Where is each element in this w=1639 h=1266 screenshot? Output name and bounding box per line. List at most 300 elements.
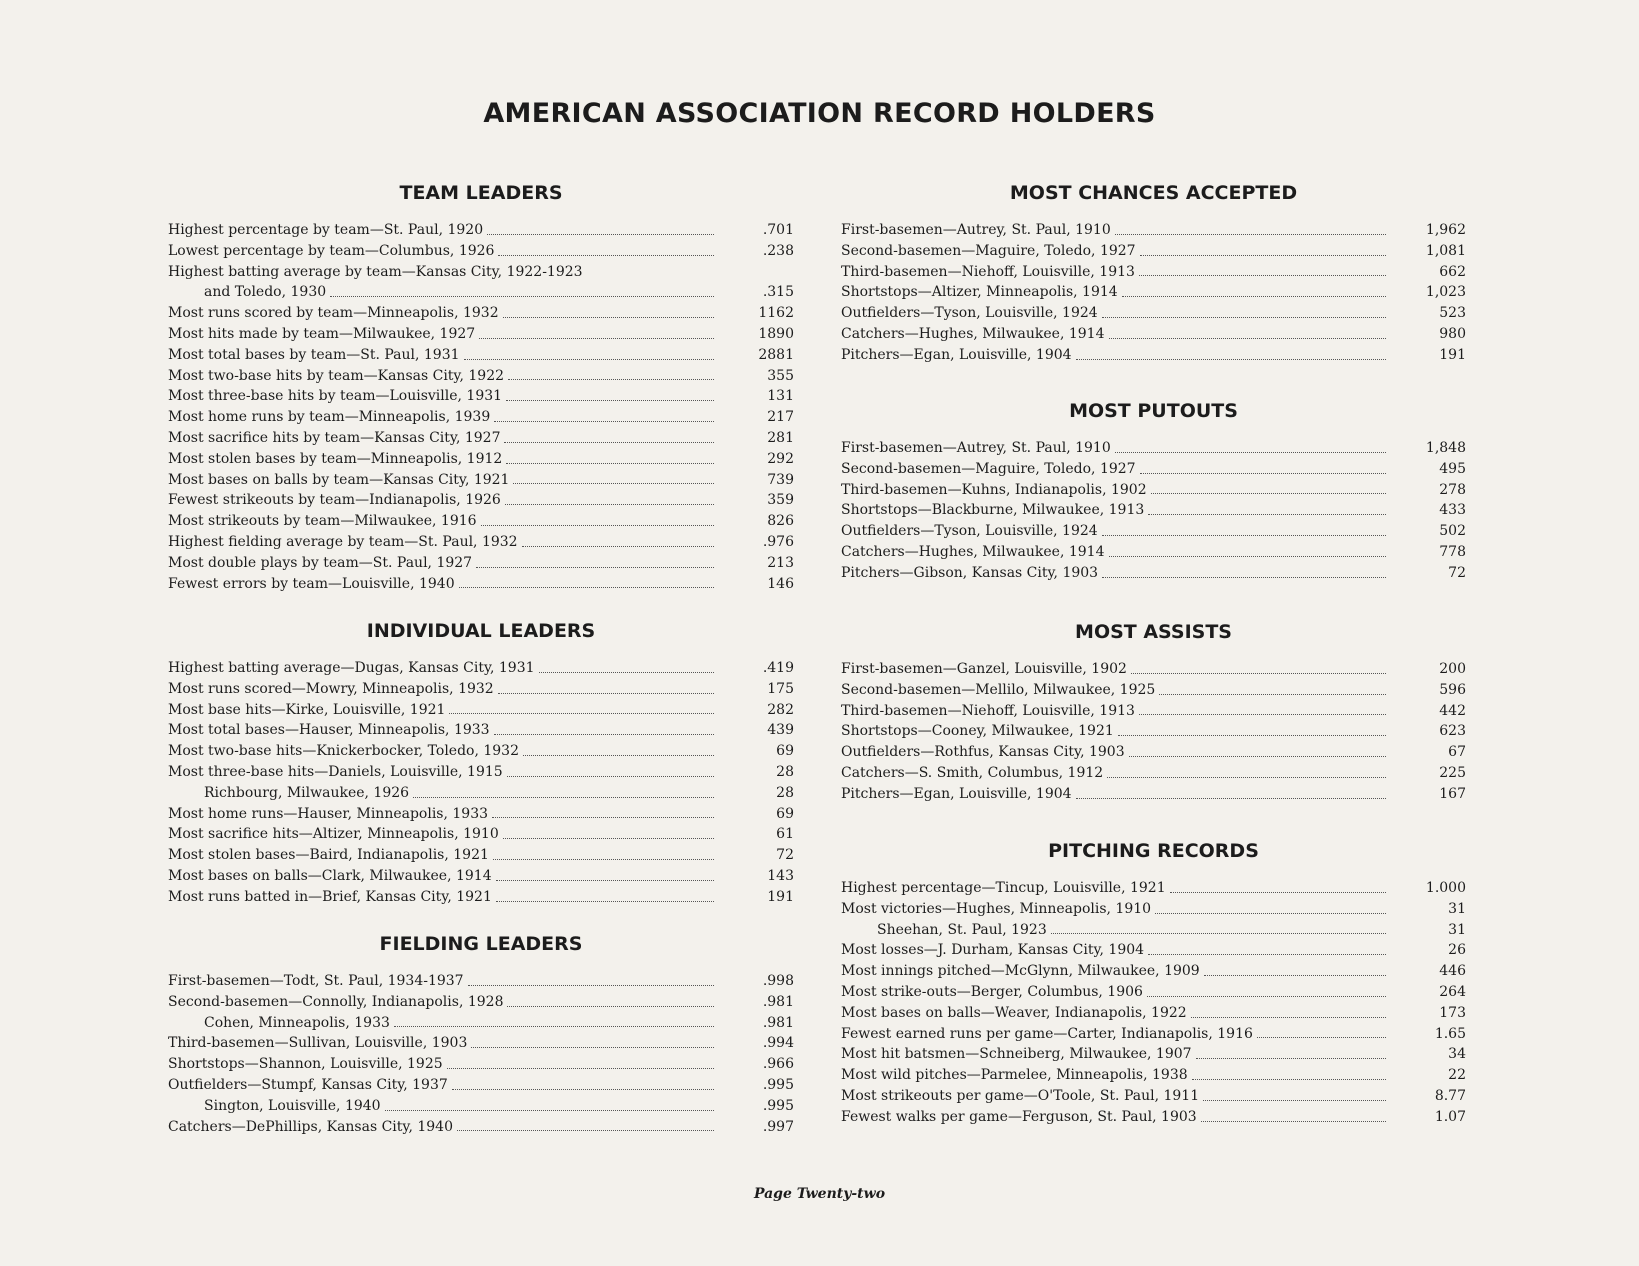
dotted-leader xyxy=(506,400,714,401)
record-value: 131 xyxy=(767,388,794,405)
dotted-leader xyxy=(505,504,714,505)
record-label: Highest batting average by team—Kansas City, 1922-1923 xyxy=(168,263,583,280)
team-leaders-section xyxy=(168,180,794,594)
record-row xyxy=(168,845,794,866)
record-value: 1,848 xyxy=(1425,440,1466,456)
individual-leaders-section xyxy=(168,618,794,908)
dotted-leader xyxy=(494,734,714,735)
dotted-leader xyxy=(459,587,714,588)
record-value: 2881 xyxy=(758,346,794,363)
record-value: 1162 xyxy=(758,305,794,322)
record-row xyxy=(168,532,794,553)
most-putouts-section xyxy=(841,398,1466,584)
record-value: 623 xyxy=(1439,723,1466,740)
record-row xyxy=(168,1096,794,1117)
dotted-leader xyxy=(449,713,714,714)
record-row xyxy=(841,763,1466,784)
record-label: Catchers—DePhillips, Kansas City, 1940 xyxy=(168,1118,453,1135)
fielding-leaders-rows xyxy=(168,971,794,1137)
record-label: Second-basemen—Connolly, Indianapolis, 1928 xyxy=(168,993,504,1010)
record-value: 446 xyxy=(1439,963,1466,980)
record-row xyxy=(841,241,1466,262)
record-label: Most home runs—Hauser, Minneapolis, 1933 xyxy=(168,805,489,822)
record-label: Most three-base hits by team—Louisville, 1931 xyxy=(168,388,503,405)
record-value: 72 xyxy=(1448,564,1466,581)
most-chances-accepted-section xyxy=(841,180,1466,366)
record-label: Third-basemen—Kuhns, Indianapolis, 1902 xyxy=(841,481,1147,498)
record-value: 143 xyxy=(767,867,794,884)
record-value: .981 xyxy=(762,1014,794,1031)
record-row xyxy=(841,742,1466,763)
record-label: Most total bases by team—St. Paul, 1931 xyxy=(168,346,460,363)
record-row xyxy=(168,658,794,679)
record-label: Third-basemen—Sullivan, Louisville, 1903 xyxy=(168,1035,468,1052)
record-label: Catchers—Hughes, Milwaukee, 1914 xyxy=(841,543,1105,560)
record-value: 217 xyxy=(767,409,794,426)
dotted-leader xyxy=(504,442,714,443)
record-label: Shortstops—Blackburne, Milwaukee, 1913 xyxy=(841,502,1145,519)
dotted-leader xyxy=(394,1026,714,1027)
record-value: 191 xyxy=(767,888,794,905)
record-value: .701 xyxy=(762,222,794,238)
dotted-leader xyxy=(1155,913,1386,914)
dotted-leader xyxy=(1107,777,1386,778)
record-label: Most runs batted in—Brief, Kansas City, 1921 xyxy=(168,888,492,905)
record-value: .238 xyxy=(762,242,794,259)
record-label: Most runs scored by team—Minneapolis, 1932 xyxy=(168,305,499,322)
dotted-leader xyxy=(471,1047,714,1048)
record-label: Outfielders—Tyson, Louisville, 1924 xyxy=(841,305,1098,322)
record-row xyxy=(841,262,1466,283)
record-row xyxy=(168,1013,794,1034)
record-label: Most bases on balls—Weaver, Indianapolis, 1922 xyxy=(841,1004,1187,1021)
record-row xyxy=(168,470,794,491)
dotted-leader xyxy=(1109,338,1387,339)
section-title: PITCHING RECORDS xyxy=(1048,840,1259,862)
record-value: .976 xyxy=(762,533,794,550)
record-label: Sington, Louisville, 1940 xyxy=(204,1097,381,1114)
dotted-leader xyxy=(523,755,714,756)
record-row xyxy=(841,1003,1466,1024)
dotted-leader xyxy=(457,1130,714,1131)
record-label: Shortstops—Altizer, Minneapolis, 1914 xyxy=(841,284,1118,301)
dotted-leader xyxy=(487,234,714,235)
record-row xyxy=(841,920,1466,941)
dotted-leader xyxy=(507,1006,714,1007)
record-row xyxy=(168,679,794,700)
record-row xyxy=(168,992,794,1013)
most-assists-rows xyxy=(841,659,1466,805)
dotted-leader xyxy=(522,546,714,547)
record-label: Fewest walks per game—Ferguson, St. Paul, 1903 xyxy=(841,1108,1197,1125)
record-label: Highest fielding average by team—St. Paul, 1932 xyxy=(168,533,518,550)
record-value: 264 xyxy=(1439,983,1466,1000)
dotted-leader xyxy=(498,255,714,256)
dotted-leader xyxy=(494,421,714,422)
dotted-leader xyxy=(1076,359,1386,360)
record-row xyxy=(841,521,1466,542)
record-row xyxy=(841,940,1466,961)
dotted-leader xyxy=(1139,275,1386,276)
record-label: Most bases on balls—Clark, Milwaukee, 1914 xyxy=(168,867,492,884)
record-value: .315 xyxy=(762,284,794,301)
record-value: 146 xyxy=(767,575,794,592)
record-row xyxy=(168,1117,794,1138)
record-value: 22 xyxy=(1448,1067,1466,1084)
dotted-leader xyxy=(1191,1017,1386,1018)
record-row xyxy=(168,720,794,741)
dotted-leader xyxy=(1196,1058,1386,1059)
record-row xyxy=(841,982,1466,1003)
dotted-leader xyxy=(447,1068,714,1069)
record-value: 739 xyxy=(767,471,794,488)
dotted-leader xyxy=(496,901,714,902)
record-value: 278 xyxy=(1439,481,1466,498)
record-label: Pitchers—Gibson, Kansas City, 1903 xyxy=(841,564,1099,581)
record-label: Second-basemen—Maguire, Toledo, 1927 xyxy=(841,242,1136,259)
record-label: Most stolen bases—Baird, Indianapolis, 1921 xyxy=(168,847,489,864)
dotted-leader xyxy=(513,483,714,484)
record-row xyxy=(168,449,794,470)
dotted-leader xyxy=(1192,1079,1386,1080)
dotted-leader xyxy=(1102,317,1386,318)
dotted-leader xyxy=(498,693,714,694)
record-value: 72 xyxy=(776,847,794,864)
record-label: Most double plays by team—St. Paul, 1927 xyxy=(168,554,473,571)
record-row xyxy=(168,553,794,574)
record-label: Most losses—J. Durham, Kansas City, 1904 xyxy=(841,942,1145,959)
record-label: Pitchers—Egan, Louisville, 1904 xyxy=(841,785,1072,802)
section-title: MOST PUTOUTS xyxy=(1069,400,1238,422)
dotted-leader xyxy=(479,338,714,339)
record-label: Lowest percentage by team—Columbus, 1926 xyxy=(168,242,495,259)
record-label: Sheehan, St. Paul, 1923 xyxy=(877,921,1047,938)
dotted-leader xyxy=(503,838,714,839)
page-title: AMERICAN ASSOCIATION RECORD HOLDERS xyxy=(483,98,1156,129)
record-row xyxy=(168,1033,794,1054)
record-label: Most base hits—Kirke, Louisville, 1921 xyxy=(168,701,446,718)
record-value: 61 xyxy=(776,826,794,843)
fielding-leaders-section xyxy=(168,931,794,1137)
record-row xyxy=(841,1044,1466,1065)
record-value: .995 xyxy=(762,1076,794,1093)
record-label: Most sacrifice hits by team—Kansas City, 1927 xyxy=(168,429,501,446)
dotted-leader xyxy=(476,567,714,568)
record-label: Fewest errors by team—Louisville, 1940 xyxy=(168,575,455,592)
record-value: 778 xyxy=(1439,543,1466,560)
dotted-leader xyxy=(507,776,714,777)
most-putouts-rows xyxy=(841,438,1466,584)
record-label: Highest batting average—Dugas, Kansas City, 1931 xyxy=(168,660,535,676)
dotted-leader xyxy=(508,379,714,380)
record-value: 8.77 xyxy=(1434,1087,1466,1104)
dotted-leader xyxy=(503,317,714,318)
dotted-leader xyxy=(1122,296,1386,297)
record-label: Catchers—Hughes, Milwaukee, 1914 xyxy=(841,325,1105,342)
record-label: Most strikeouts per game—O'Toole, St. Paul, 1911 xyxy=(841,1087,1200,1104)
dotted-leader xyxy=(1148,514,1386,515)
dotted-leader xyxy=(1204,975,1386,976)
record-label: Shortstops—Shannon, Louisville, 1925 xyxy=(168,1056,443,1073)
dotted-leader xyxy=(464,359,714,360)
record-row xyxy=(841,784,1466,805)
record-value: 31 xyxy=(1448,921,1466,938)
dotted-leader xyxy=(1147,996,1386,997)
dotted-leader xyxy=(506,463,714,464)
pitching-records-rows xyxy=(841,878,1466,1128)
record-row xyxy=(841,459,1466,480)
record-value: 502 xyxy=(1439,523,1466,540)
section-title: TEAM LEADERS xyxy=(399,182,563,204)
record-value: 1,023 xyxy=(1425,284,1466,301)
record-label: Most total bases—Hauser, Minneapolis, 1933 xyxy=(168,722,490,739)
dotted-leader xyxy=(1139,714,1386,715)
record-label: Most hits made by team—Milwaukee, 1927 xyxy=(168,325,476,342)
record-label: Catchers—S. Smith, Columbus, 1912 xyxy=(841,764,1104,781)
record-row xyxy=(168,762,794,783)
record-value: 523 xyxy=(1439,305,1466,322)
record-value: 200 xyxy=(1439,661,1466,677)
record-value: 281 xyxy=(767,429,794,446)
record-row xyxy=(841,961,1466,982)
record-label: Most strike-outs—Berger, Columbus, 1906 xyxy=(841,983,1143,1000)
record-label: Outfielders—Rothfus, Kansas City, 1903 xyxy=(841,744,1125,761)
most-assists-section xyxy=(841,619,1466,805)
record-row xyxy=(168,366,794,387)
dotted-leader xyxy=(492,817,714,818)
record-row xyxy=(841,542,1466,563)
record-value: .994 xyxy=(762,1035,794,1052)
record-row xyxy=(168,887,794,908)
page-number: Page Twenty-two xyxy=(753,1186,886,1202)
record-row xyxy=(841,680,1466,701)
section-title: INDIVIDUAL LEADERS xyxy=(366,620,596,642)
record-value: 175 xyxy=(767,680,794,697)
record-row xyxy=(841,1065,1466,1086)
record-row xyxy=(168,345,794,366)
dotted-leader xyxy=(1203,1100,1386,1101)
record-value: 1.000 xyxy=(1425,880,1466,896)
record-row xyxy=(841,345,1466,366)
record-row xyxy=(841,721,1466,742)
record-label: Most wild pitches—Parmelee, Minneapolis, 1938 xyxy=(841,1067,1188,1084)
dotted-leader xyxy=(496,880,714,881)
record-value: .981 xyxy=(762,993,794,1010)
dotted-leader xyxy=(330,296,714,297)
dotted-leader xyxy=(1076,798,1386,799)
record-label: Most sacrifice hits—Altizer, Minneapolis, 1910 xyxy=(168,826,499,843)
record-value: 28 xyxy=(776,763,794,780)
individual-leaders-rows xyxy=(168,658,794,908)
record-label: and Toledo, 1930 xyxy=(204,284,327,301)
dotted-leader xyxy=(1102,577,1386,578)
record-label: Second-basemen—Maguire, Toledo, 1927 xyxy=(841,460,1136,477)
dotted-leader xyxy=(1159,694,1386,695)
record-row xyxy=(168,241,794,262)
record-label: Most victories—Hughes, Minneapolis, 1910 xyxy=(841,900,1152,917)
dotted-leader xyxy=(452,1089,714,1090)
record-row xyxy=(168,971,794,992)
record-value: 167 xyxy=(1439,785,1466,802)
record-label: Fewest earned runs per game—Carter, Indianapolis, 1916 xyxy=(841,1025,1253,1042)
record-value: 662 xyxy=(1439,263,1466,280)
record-row xyxy=(841,282,1466,303)
record-value: 69 xyxy=(776,805,794,822)
dotted-leader xyxy=(1170,892,1386,893)
record-row xyxy=(168,824,794,845)
record-value: 26 xyxy=(1448,942,1466,959)
record-label: Shortstops—Cooney, Milwaukee, 1921 xyxy=(841,723,1114,740)
record-label: Most bases on balls by team—Kansas City, 1921 xyxy=(168,471,510,488)
dotted-leader xyxy=(1257,1037,1386,1038)
record-label: Most home runs by team—Minneapolis, 1939 xyxy=(168,409,491,426)
record-value: 355 xyxy=(767,367,794,384)
record-row xyxy=(168,804,794,825)
record-row xyxy=(168,428,794,449)
dotted-leader xyxy=(1131,673,1386,674)
record-row xyxy=(168,700,794,721)
dotted-leader xyxy=(1129,756,1386,757)
record-label: Third-basemen—Niehoff, Louisville, 1913 xyxy=(841,263,1135,280)
dotted-leader xyxy=(1151,493,1386,494)
record-label: Richbourg, Milwaukee, 1926 xyxy=(204,784,410,801)
dotted-leader xyxy=(481,525,714,526)
record-row xyxy=(168,866,794,887)
record-value: 1.07 xyxy=(1434,1108,1466,1125)
record-value: 213 xyxy=(767,554,794,571)
dotted-leader xyxy=(1148,954,1386,955)
record-label: Highest percentage—Tincup, Louisville, 1921 xyxy=(841,880,1166,896)
record-value: 34 xyxy=(1448,1046,1466,1063)
record-row xyxy=(168,324,794,345)
dotted-leader xyxy=(1115,452,1386,453)
dotted-leader xyxy=(1201,1121,1386,1122)
record-row xyxy=(168,282,794,303)
record-row xyxy=(841,220,1466,241)
record-label: Third-basemen—Niehoff, Louisville, 1913 xyxy=(841,702,1135,719)
dotted-leader xyxy=(468,985,714,986)
record-label: First-basemen—Autrey, St. Paul, 1910 xyxy=(841,222,1111,238)
record-value: 495 xyxy=(1439,460,1466,477)
record-label: First-basemen—Todt, St. Paul, 1934-1937 xyxy=(168,973,464,989)
record-row xyxy=(841,701,1466,722)
section-title: FIELDING LEADERS xyxy=(379,933,583,955)
record-value: 596 xyxy=(1439,681,1466,698)
record-value: 980 xyxy=(1439,325,1466,342)
record-label: Most runs scored—Mowry, Minneapolis, 1932 xyxy=(168,680,494,697)
record-row xyxy=(841,480,1466,501)
record-value: 1.65 xyxy=(1434,1025,1466,1042)
record-value: 442 xyxy=(1439,702,1466,719)
dotted-leader xyxy=(539,672,714,673)
dotted-leader xyxy=(1102,535,1386,536)
record-row xyxy=(841,324,1466,345)
record-label: Outfielders—Tyson, Louisville, 1924 xyxy=(841,523,1098,540)
record-value: .997 xyxy=(762,1118,794,1135)
record-value: 439 xyxy=(767,722,794,739)
record-row xyxy=(168,783,794,804)
record-row xyxy=(841,438,1466,459)
record-label: Most strikeouts by team—Milwaukee, 1916 xyxy=(168,513,477,530)
record-label: Most innings pitched—McGlynn, Milwaukee, 1909 xyxy=(841,963,1200,980)
section-title: MOST ASSISTS xyxy=(1075,621,1232,643)
record-value: 282 xyxy=(767,701,794,718)
record-row xyxy=(168,407,794,428)
record-row xyxy=(168,574,794,595)
section-title: MOST CHANCES ACCEPTED xyxy=(1009,182,1298,204)
dotted-leader xyxy=(1109,556,1387,557)
record-value: 69 xyxy=(776,743,794,760)
pitching-records-section xyxy=(841,838,1466,1128)
dotted-leader xyxy=(493,859,714,860)
record-value: .995 xyxy=(762,1097,794,1114)
record-label: First-basemen—Ganzel, Louisville, 1902 xyxy=(841,661,1127,677)
dotted-leader xyxy=(413,797,714,798)
record-value: 31 xyxy=(1448,900,1466,917)
record-value: 191 xyxy=(1439,346,1466,363)
record-row xyxy=(168,741,794,762)
record-row xyxy=(841,659,1466,680)
record-row xyxy=(168,490,794,511)
record-row xyxy=(168,511,794,532)
record-row xyxy=(168,1075,794,1096)
record-value: 1,962 xyxy=(1425,222,1466,238)
record-row xyxy=(841,1107,1466,1128)
record-row xyxy=(841,899,1466,920)
record-row xyxy=(841,1086,1466,1107)
record-value: 359 xyxy=(767,492,794,509)
record-row xyxy=(841,1024,1466,1045)
record-row xyxy=(841,563,1466,584)
record-row xyxy=(168,303,794,324)
record-label: First-basemen—Autrey, St. Paul, 1910 xyxy=(841,440,1111,456)
record-label: Most hit batsmen—Schneiberg, Milwaukee, 1907 xyxy=(841,1046,1192,1063)
record-value: .998 xyxy=(762,973,794,989)
record-row xyxy=(168,262,794,283)
record-label: Fewest strikeouts by team—Indianapolis, 1926 xyxy=(168,492,501,509)
record-value: 225 xyxy=(1439,764,1466,781)
record-value: .419 xyxy=(762,660,794,676)
team-leaders-rows xyxy=(168,220,794,594)
record-value: 433 xyxy=(1439,502,1466,519)
dotted-leader xyxy=(385,1110,714,1111)
dotted-leader xyxy=(1051,933,1386,934)
record-row xyxy=(841,878,1466,899)
record-label: Cohen, Minneapolis, 1933 xyxy=(204,1014,390,1031)
record-label: Second-basemen—Mellilo, Milwaukee, 1925 xyxy=(841,681,1156,698)
dotted-leader xyxy=(1118,735,1386,736)
record-row xyxy=(168,386,794,407)
record-row xyxy=(168,1054,794,1075)
record-value: 1890 xyxy=(758,325,794,342)
record-value: 292 xyxy=(767,450,794,467)
record-label: Most two-base hits—Knickerbocker, Toledo, 1932 xyxy=(168,743,519,760)
record-row xyxy=(841,500,1466,521)
record-label: Most three-base hits—Daniels, Louisville, 1915 xyxy=(168,763,503,780)
record-label: Outfielders—Stumpf, Kansas City, 1937 xyxy=(168,1076,448,1093)
record-value: 28 xyxy=(776,784,794,801)
most-chances-accepted-rows xyxy=(841,220,1466,366)
record-value: 826 xyxy=(767,513,794,530)
record-label: Highest percentage by team—St. Paul, 1920 xyxy=(168,222,484,238)
dotted-leader xyxy=(1140,255,1386,256)
record-value: .966 xyxy=(762,1056,794,1073)
record-row xyxy=(168,220,794,241)
record-label: Most stolen bases by team—Minneapolis, 1912 xyxy=(168,450,503,467)
record-label: Pitchers—Egan, Louisville, 1904 xyxy=(841,346,1072,363)
dotted-leader xyxy=(1140,473,1386,474)
record-label: Most two-base hits by team—Kansas City, 1922 xyxy=(168,367,505,384)
